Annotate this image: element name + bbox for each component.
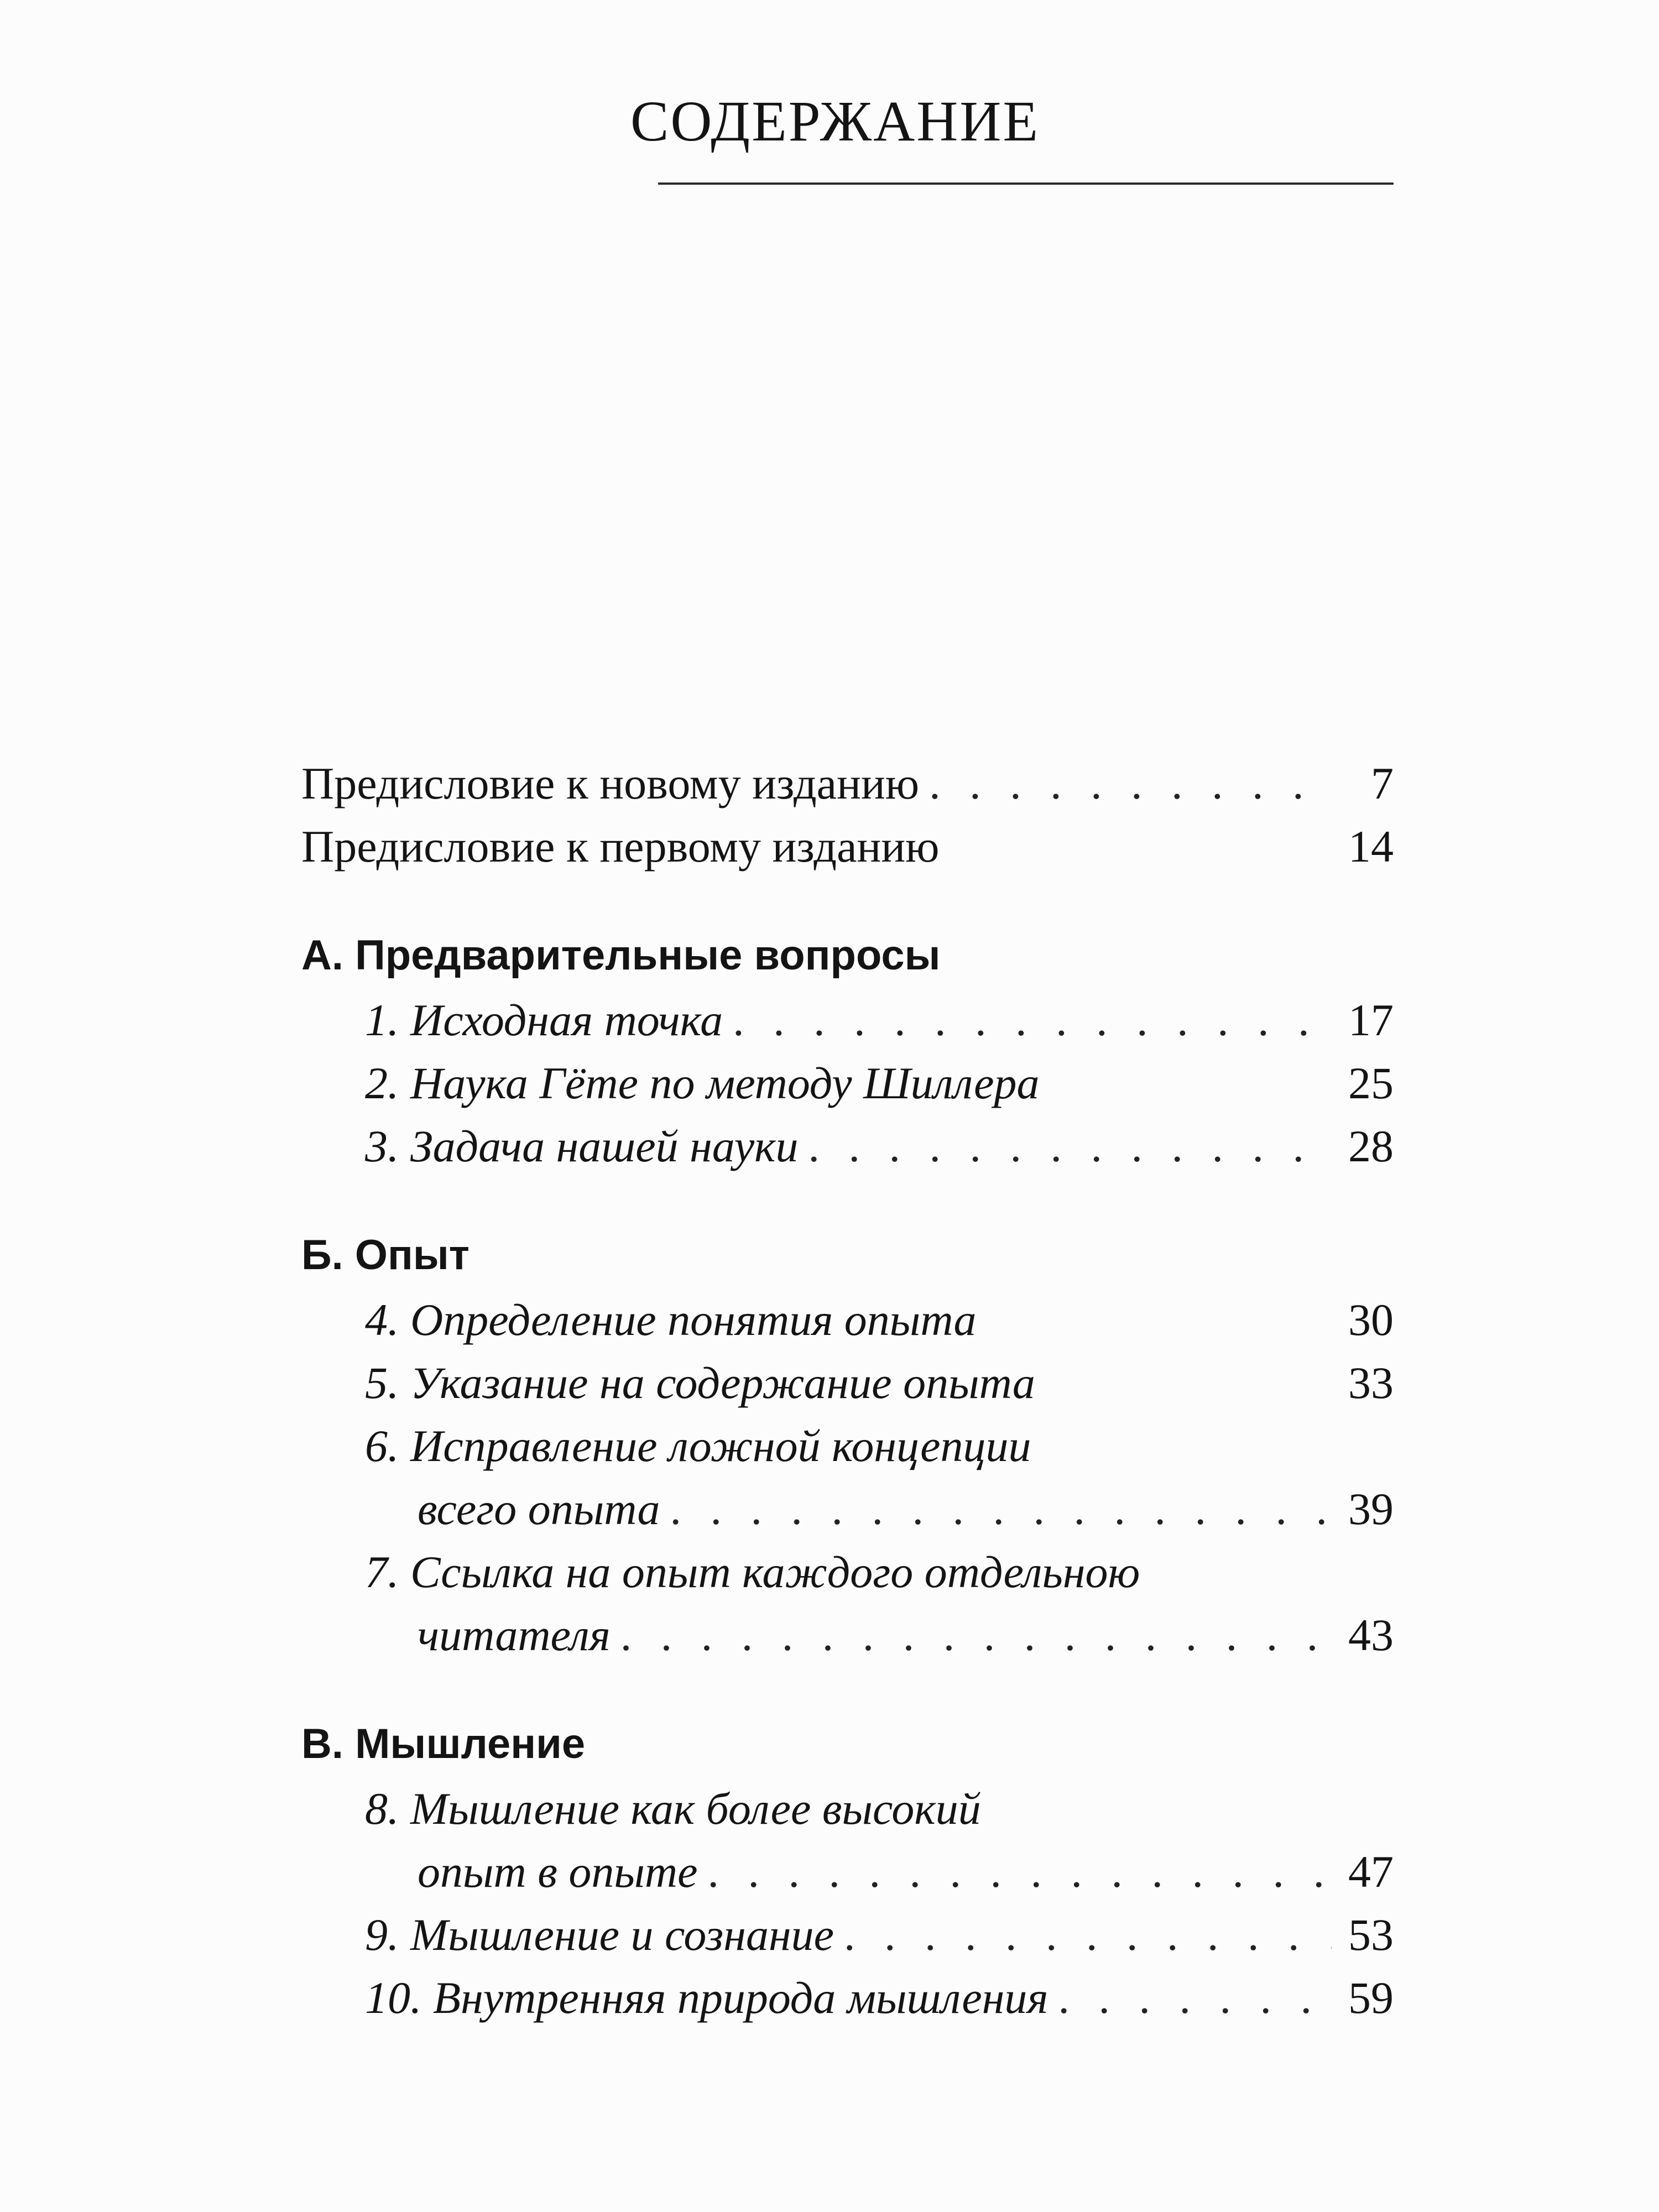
- toc-entry-label: 7. Ссылка на опыт каждого отдельною: [365, 1547, 1140, 1597]
- leader-dots: [733, 994, 1332, 1046]
- toc-entry-continuation: [301, 1846, 1394, 1909]
- section-heading-c: В. Мышление: [301, 1720, 586, 1767]
- leader-dots: [1058, 1972, 1332, 2024]
- toc-entry-page: 43: [1348, 1610, 1394, 1660]
- toc-entry-page: 7: [1371, 758, 1394, 808]
- table-of-contents: [301, 758, 1394, 2035]
- toc-entry: [301, 994, 1394, 1057]
- toc-entry: [301, 1783, 1394, 1846]
- toc-entry-page: 33: [1348, 1358, 1394, 1408]
- leader-dots: [708, 1846, 1332, 1898]
- toc-entry-label: 1. Исходная точка: [365, 995, 723, 1045]
- toc-entry: [301, 1909, 1394, 1972]
- title-underline: [658, 182, 1394, 185]
- toc-entry-page: 47: [1348, 1846, 1394, 1897]
- toc-entry-page: 53: [1348, 1910, 1394, 1960]
- leader-dots: [620, 1609, 1332, 1661]
- toc-entry-page: 25: [1348, 1058, 1394, 1108]
- toc-entry-label: опыт в опыте: [418, 1846, 698, 1897]
- toc-entry-label: 10. Внутренняя природа мышления: [365, 1973, 1048, 2023]
- toc-entry-label: 6. Исправление ложной концепции: [365, 1421, 1031, 1471]
- toc-entry-page: 30: [1348, 1295, 1394, 1345]
- toc-entry-label: 4. Определение понятия опыта: [365, 1295, 977, 1345]
- leader-dots: [929, 758, 1332, 810]
- toc-entry-page: 14: [1348, 821, 1394, 872]
- section-heading-a: А. Предварительные вопросы: [301, 932, 941, 979]
- toc-entry: [301, 1357, 1394, 1420]
- toc-entry-label: 2. Наука Гёте по методу Шиллера: [365, 1058, 1040, 1108]
- toc-entry-label: 3. Задача нашей науки: [365, 1121, 799, 1171]
- toc-entry-label: Предисловие к новому изданию: [301, 758, 920, 808]
- toc-entry-page: 59: [1348, 1973, 1394, 2023]
- toc-entry-label: всего опыта: [418, 1484, 660, 1534]
- toc-entry-label: 8. Мышление как более высокий: [365, 1783, 981, 1834]
- toc-entry: [301, 1972, 1394, 2035]
- toc-entry-label: 9. Мышление и сознание: [365, 1910, 834, 1960]
- section-heading-b: Б. Опыт: [301, 1232, 469, 1279]
- toc-entry-continuation: [301, 1609, 1394, 1672]
- toc-entry-page: 17: [1348, 995, 1394, 1045]
- toc-entry: [301, 1120, 1394, 1183]
- toc-entry-continuation: [301, 1483, 1394, 1546]
- toc-entry-label: 5. Указание на содержание опыта: [365, 1358, 1035, 1408]
- toc-entry: [301, 1420, 1394, 1483]
- toc-entry-preface-first: [301, 821, 1394, 884]
- leader-dots: [844, 1909, 1332, 1961]
- toc-entry-page: 39: [1348, 1484, 1394, 1534]
- leader-dots: [670, 1483, 1332, 1535]
- toc-entry-preface-new: [301, 758, 1394, 821]
- toc-entry-page: 28: [1348, 1121, 1394, 1171]
- leader-dots: [808, 1120, 1332, 1172]
- toc-entry: [301, 1057, 1394, 1120]
- toc-entry-label: Предисловие к первому изданию: [301, 821, 940, 872]
- toc-entry-label: читателя: [418, 1610, 611, 1660]
- toc-entry: [301, 1294, 1394, 1357]
- page-title: СОДЕРЖАНИЕ: [630, 90, 1040, 153]
- toc-entry: [301, 1546, 1394, 1609]
